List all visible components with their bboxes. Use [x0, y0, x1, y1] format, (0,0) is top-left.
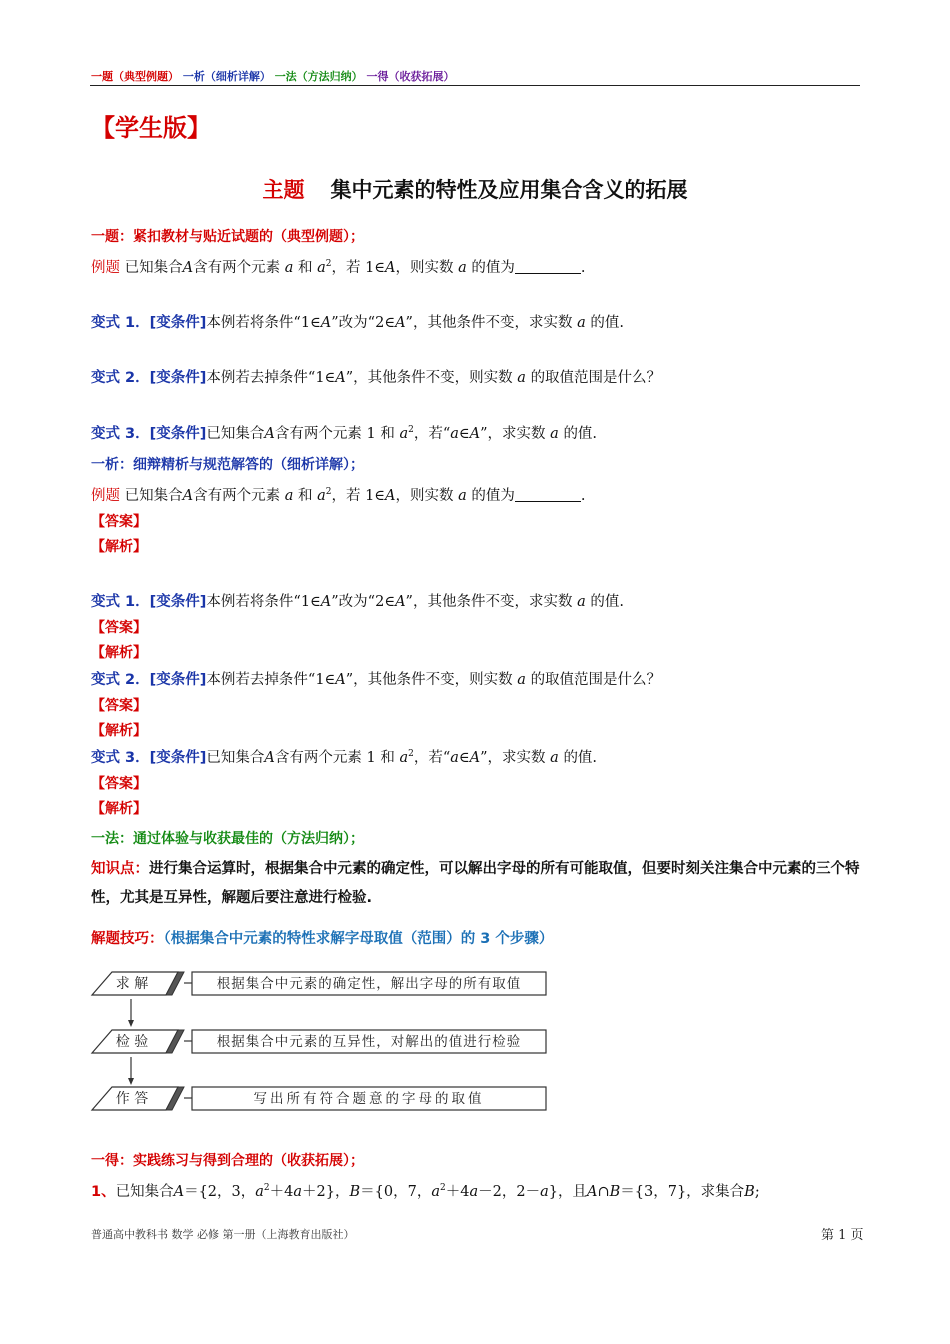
text-fragment: 的取值范围是什么？ — [530, 370, 662, 386]
arrow-head — [128, 1078, 134, 1085]
text-fragment: 和 — [297, 488, 313, 504]
answer-blank[interactable] — [515, 487, 581, 502]
var: a — [317, 260, 326, 276]
text-fragment: ”，其他条件不变，则实数 — [345, 370, 513, 386]
knowledge-label: 知识点： — [91, 861, 149, 877]
step-label: 检 验 — [115, 1034, 149, 1050]
text-fragment: ; — [754, 1184, 760, 1200]
var: A — [264, 750, 275, 766]
var: a — [450, 750, 459, 766]
sup: 2 — [325, 259, 332, 269]
text-fragment: ＋4 — [445, 1184, 470, 1200]
page-number: 第 1 页 — [821, 1228, 864, 1243]
sup: 2 — [408, 749, 414, 759]
solving-skill — [91, 927, 553, 948]
variant-1-problem-analysis — [91, 590, 624, 611]
condition-tag: [变条件] — [149, 426, 207, 442]
var: A — [469, 426, 481, 442]
text-fragment: ＝{3，7}，求集合 — [620, 1184, 745, 1200]
var: a — [399, 426, 409, 442]
footer-source: 普通高中教科书 数学 必修 第一册（上海教育出版社） — [91, 1228, 355, 1241]
header-part-4: 一得（收获拓展） — [366, 70, 455, 83]
variant-3-problem — [91, 422, 597, 443]
var: a — [577, 315, 586, 331]
text-fragment: 的值. — [590, 594, 624, 610]
knowledge-text: 进行集合运算时，根据集合中元素的确定性，可以解出字母的所有可能取值，但要时刻关注集合中元素的三个特性，尤其是互异性，解题后要注意进行检验. — [91, 861, 860, 906]
page-title — [0, 174, 950, 204]
text-fragment: 本例若将条件“1∈ — [206, 315, 321, 331]
analysis-label: 【解析】 — [91, 539, 147, 555]
var: A — [335, 672, 346, 688]
arrow-head — [128, 1020, 134, 1027]
sup: 2 — [408, 425, 414, 435]
flow-step-1 — [92, 972, 546, 995]
var: B — [349, 1184, 361, 1200]
flow-step-3 — [92, 1087, 546, 1110]
var: a — [317, 488, 326, 504]
condition-tag: [变条件] — [149, 750, 207, 766]
variant-2-problem-analysis — [91, 668, 661, 689]
step-desc: 根据集合中元素的互异性，对解出的值进行检验 — [216, 1034, 522, 1050]
analysis-label: 【解析】 — [91, 645, 147, 661]
text-fragment: ”，其他条件不变，求实数 — [405, 315, 573, 331]
title-prefix: 主题 — [262, 178, 305, 202]
variant-label: 变式 3． — [91, 426, 150, 442]
text-fragment: ”改为“2∈ — [331, 315, 396, 331]
header-part-1: 一题（典型例题） — [91, 70, 179, 83]
text-fragment: ，则实数 — [395, 260, 454, 276]
text-fragment: . — [580, 488, 586, 504]
text-fragment: ＋2}， — [302, 1184, 350, 1200]
variant-1-problem — [91, 311, 624, 332]
var: A — [182, 488, 194, 504]
example-problem-1 — [91, 256, 586, 277]
text-fragment: 已知集合 — [206, 426, 265, 442]
steps-flowchart — [88, 962, 558, 1118]
var: A — [395, 315, 406, 331]
var: A — [469, 750, 481, 766]
text-fragment: 的取值范围是什么？ — [530, 672, 662, 688]
text-fragment: ∩ — [597, 1184, 610, 1200]
text-fragment: 的值. — [590, 315, 624, 331]
text-fragment: }，且 — [548, 1184, 587, 1200]
text-fragment: ”，其他条件不变，则实数 — [345, 672, 513, 688]
exercise-number: 1、 — [91, 1184, 116, 1200]
var: A — [264, 426, 275, 442]
exercise-1 — [91, 1180, 760, 1201]
step-desc: 根据集合中元素的确定性，解出字母的所有取值 — [216, 976, 522, 992]
text-fragment: ＝{0，7， — [360, 1184, 432, 1200]
var: a — [255, 1184, 264, 1200]
header-divider — [90, 85, 860, 86]
skill-text: （根据集合中元素的特性求解字母取值（范围）的 3 个步骤） — [163, 931, 554, 947]
variant-3-problem-analysis — [91, 746, 597, 767]
text-fragment: 本例若去掉条件“1∈ — [206, 672, 336, 688]
answer-label: 【答案】 — [91, 620, 147, 636]
example-label: 例题 — [91, 488, 120, 504]
text-fragment: －2，2－ — [478, 1184, 541, 1200]
var: A — [385, 488, 396, 504]
variant-label: 变式 1． — [91, 594, 150, 610]
text-fragment: 本例若将条件“1∈ — [206, 594, 321, 610]
var: a — [517, 672, 526, 688]
text-fragment: 含有两个元素 — [193, 260, 281, 276]
var: B — [744, 1184, 755, 1200]
header-part-3: 一法（方法归纳） — [274, 70, 363, 83]
knowledge-point — [91, 855, 861, 913]
text-fragment: 含有两个元素 1 和 — [274, 750, 395, 766]
var: a — [431, 1184, 440, 1200]
analysis-label: 【解析】 — [91, 723, 147, 739]
sup: 2 — [440, 1183, 446, 1193]
text-fragment: ∈ — [458, 426, 470, 442]
var: A — [320, 315, 332, 331]
text-fragment: ”，其他条件不变，求实数 — [405, 594, 573, 610]
var: a — [458, 488, 467, 504]
text-fragment: ，若 1∈ — [331, 260, 386, 276]
text-fragment: 的值. — [563, 426, 598, 442]
text-fragment: 已知集合 — [206, 750, 265, 766]
var: a — [284, 488, 294, 504]
answer-label: 【答案】 — [91, 776, 147, 792]
condition-tag: [变条件] — [149, 370, 207, 386]
section-2-heading: 一析：细辩精析与规范解答的（细析详解）； — [91, 457, 364, 473]
section-1-heading: 一题：紧扣教材与贴近试题的（典型例题）； — [91, 229, 364, 245]
var: A — [320, 594, 332, 610]
step-label: 作 答 — [115, 1091, 149, 1107]
text-fragment: ，若“ — [413, 426, 451, 442]
text-fragment: ，则实数 — [395, 488, 454, 504]
title-text: 集中元素的特性及应用集合含义的拓展 — [330, 178, 688, 202]
text-fragment: ＝{2，3， — [184, 1184, 256, 1200]
flow-step-2 — [92, 1030, 546, 1053]
var: a — [517, 370, 526, 386]
example-label: 例题 — [91, 260, 120, 276]
section-4-heading: 一得：实践练习与得到合理的（收获拓展）； — [91, 1153, 364, 1169]
var: a — [540, 1184, 549, 1200]
answer-label: 【答案】 — [91, 514, 147, 530]
answer-label: 【答案】 — [91, 698, 147, 714]
answer-blank[interactable] — [515, 259, 581, 274]
var: a — [458, 260, 467, 276]
variant-label: 变式 1． — [91, 315, 150, 331]
var: A — [395, 594, 406, 610]
example-problem-2 — [91, 484, 586, 505]
analysis-label: 【解析】 — [91, 801, 147, 817]
var: a — [293, 1184, 303, 1200]
text-fragment: 已知集合 — [115, 1184, 174, 1200]
text-fragment: ”改为“2∈ — [331, 594, 396, 610]
var: A — [385, 260, 396, 276]
skill-label: 解题技巧： — [91, 931, 164, 947]
variant-label: 变式 2． — [91, 370, 150, 386]
var: A — [173, 1184, 185, 1200]
condition-tag: [变条件] — [149, 315, 207, 331]
text-fragment: ，若 1∈ — [331, 488, 386, 504]
text-fragment: ”，求实数 — [480, 426, 546, 442]
step-label: 求 解 — [115, 976, 149, 992]
variant-label: 变式 3． — [91, 750, 150, 766]
text-fragment: 的值为 — [471, 260, 515, 276]
student-version-label: 【学生版】 — [91, 114, 211, 142]
variant-2-problem — [91, 366, 661, 387]
text-fragment: 含有两个元素 1 和 — [274, 426, 395, 442]
header-part-2: 一析（细析详解） — [182, 70, 271, 83]
text-fragment: 的值为 — [471, 488, 515, 504]
var: A — [335, 370, 346, 386]
section-3-heading: 一法：通过体验与收获最佳的（方法归纳）； — [91, 831, 364, 847]
text-fragment: . — [580, 260, 586, 276]
var: B — [609, 1184, 621, 1200]
var: A — [586, 1184, 598, 1200]
text-fragment: ”，求实数 — [480, 750, 546, 766]
var: a — [550, 750, 559, 766]
sup: 2 — [325, 487, 332, 497]
var: a — [450, 426, 459, 442]
var: a — [399, 750, 409, 766]
condition-tag: [变条件] — [149, 594, 207, 610]
text-fragment: ∈ — [458, 750, 470, 766]
text-fragment: 和 — [297, 260, 313, 276]
var: a — [550, 426, 559, 442]
text-fragment: ＋4 — [269, 1184, 294, 1200]
condition-tag: [变条件] — [149, 672, 207, 688]
text-fragment: 的值. — [563, 750, 598, 766]
page-header — [91, 68, 455, 84]
sup: 2 — [263, 1183, 270, 1193]
var: a — [284, 260, 294, 276]
text-fragment: 已知集合 — [124, 488, 183, 504]
text-fragment: ，若“ — [413, 750, 451, 766]
text-fragment: 含有两个元素 — [193, 488, 281, 504]
text-fragment: 已知集合 — [124, 260, 183, 276]
var: a — [469, 1184, 479, 1200]
text-fragment: 本例若去掉条件“1∈ — [206, 370, 336, 386]
variant-label: 变式 2． — [91, 672, 150, 688]
var: a — [577, 594, 586, 610]
var: A — [182, 260, 194, 276]
step-desc: 写出所有符合题意的字母的取值 — [253, 1091, 485, 1107]
